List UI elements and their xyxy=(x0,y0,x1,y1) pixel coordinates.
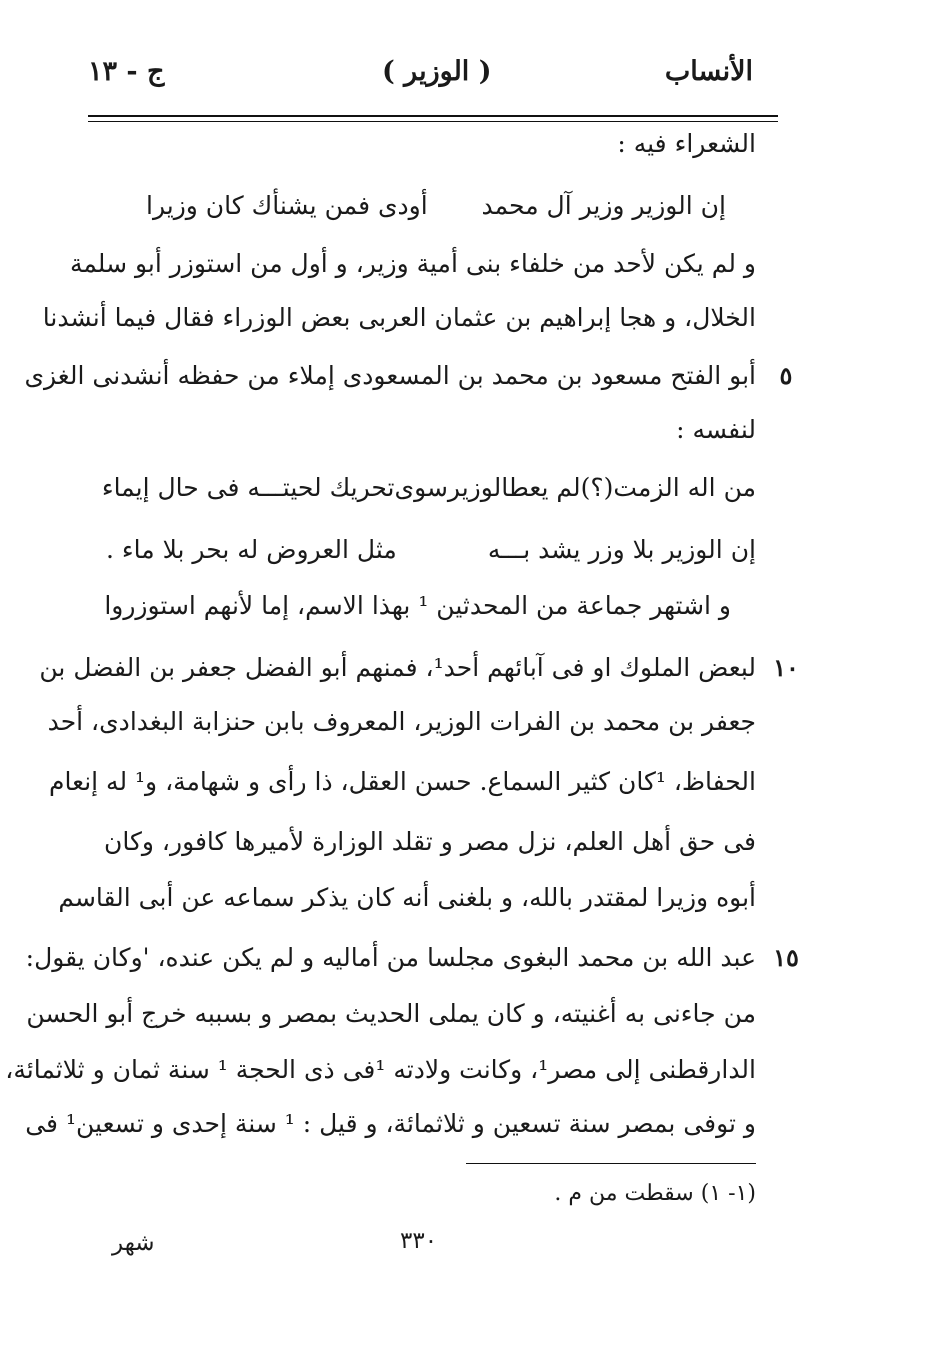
verse-line xyxy=(106,530,756,570)
text-line: عبد الله بن محمد البغوى مجلسا من أماليه و لم يكن عنده، 'وكان يقول: xyxy=(25,943,756,972)
text-line: الخلال، و هجا إبراهيم بن عثمان العربى بعض الوزراء فقال فيما أنشدنا xyxy=(42,303,756,332)
header-rule-thin xyxy=(88,121,778,122)
text-line: جعفر بن محمد بن الفرات الوزير، المعروف بابن حنزابة البغدادى، أحد xyxy=(47,707,756,736)
text-line: فى حق أهل العلم، نزل مصر و تقلد الوزارة لأميرها كافور، وكان xyxy=(104,827,756,856)
verse-hemistich-second: مثل العروض له بحر بلا ماء . xyxy=(106,535,397,564)
line-number: ١٠ xyxy=(773,653,799,682)
text-line: و توفى بمصر سنة تسعين و ثلاثمائة، و قيل : ¹ سنة إحدى و تسعين¹ فى xyxy=(25,1109,756,1138)
text-line: لنفسه : xyxy=(676,415,756,444)
text-line: الدارقطنى إلى مصر¹، وكانت ولادته ¹فى ذى الحجة ¹ سنة ثمان و ثلاثمائة، xyxy=(5,1055,756,1084)
text-line: لبعض الملوك او فى آبائهم أحد¹، فمنهم أبو الفضل جعفر بن الفضل بن xyxy=(39,653,756,682)
verse-hemistich-second: أودى فمن يشنأك كان وزيرا xyxy=(146,191,428,220)
text-line: أبوه وزيرا لمقتدر بالله، و بلغنى أنه كان يذكر سماعه عن أبى القاسم xyxy=(58,883,756,912)
footnote-rule xyxy=(466,1163,756,1164)
text-line: الشعراء فيه : xyxy=(617,129,756,158)
verse-hemistich-second: تحريك لحيتـــه فى حال إيماء xyxy=(101,473,395,502)
text-line: أبو الفتح مسعود بن محمد بن المسعودى إملاء من حفظه أنشدنى الغزى xyxy=(24,361,756,390)
header-rule-thick xyxy=(88,115,778,117)
verse-line xyxy=(101,468,756,508)
line-number: ١٥ xyxy=(773,943,799,972)
running-header-title: الأنساب xyxy=(664,56,753,87)
verse-hemistich-first: من اله الزمت(؟)لم يعطالوزيرسوى xyxy=(394,473,756,502)
footnote: (١- ١) سقطت من م . xyxy=(554,1181,756,1206)
verse-hemistich-first: إن الوزير وزير آل محمد xyxy=(481,191,726,220)
text-line: الحفاظ، ¹كان كثير السماع. حسن العقل، ذا رأى و شهامة، و¹ له إنعام xyxy=(49,767,756,796)
line-number: ٥ xyxy=(779,361,793,390)
text-line: و اشتهر جماعة من المحدثين ¹ بهذا الاسم، إما لأنهم استوزروا xyxy=(104,591,731,620)
page-number: ٣٣٠ xyxy=(400,1228,438,1254)
catchword: شهر xyxy=(112,1230,155,1256)
text-line: من جاءنى به أغنيته، و كان يملى الحديث بمصر و بسببه خرج أبو الحسن xyxy=(26,999,756,1028)
verse-line xyxy=(146,186,726,226)
text-line: و لم يكن لأحد من خلفاء بنى أمية وزير، و أول من استوزر أبو سلمة xyxy=(69,249,756,278)
running-header-volume: ج - ١٣ xyxy=(88,56,165,87)
running-header-entry: ( الوزير ) xyxy=(382,56,492,87)
verse-hemistich-first: إن الوزير بلا وزر يشد بـــه xyxy=(487,535,756,564)
